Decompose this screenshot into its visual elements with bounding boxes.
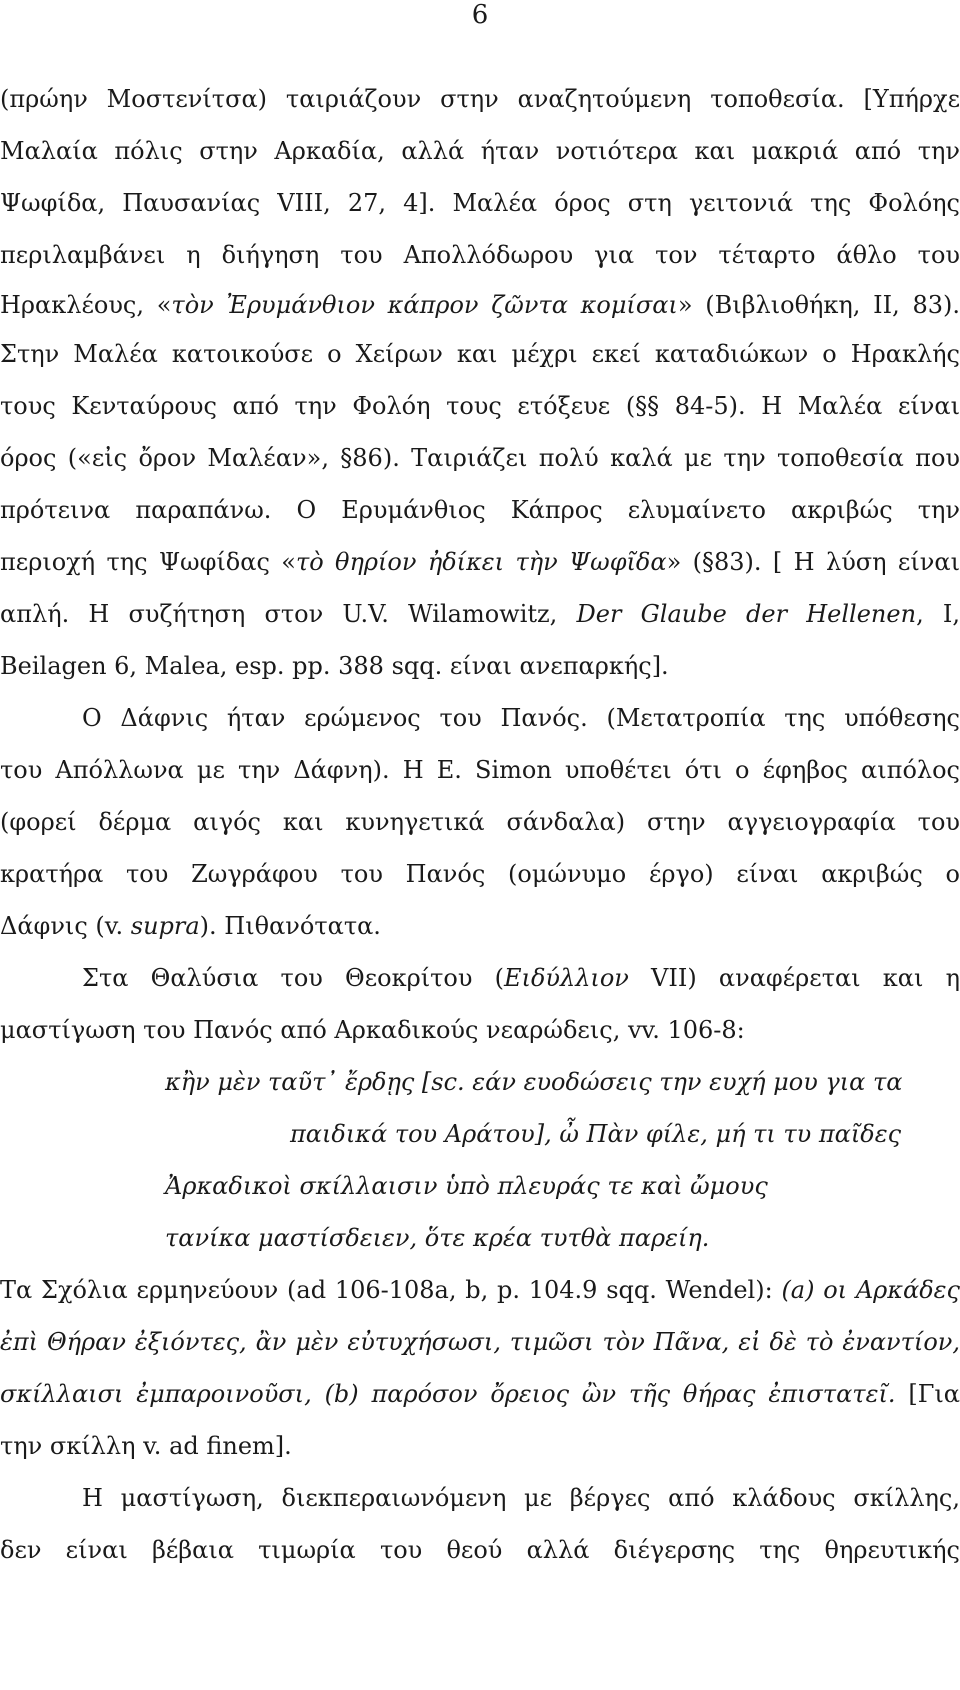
text-run: πρότεινα παραπάνω. Ο Ερυμάνθιος Κάπρος ελυμαίνετο ακριβώς την [0,496,960,524]
text-run: Στην Μαλέα κατοικούσε ο Χείρων και μέχρι εκεί καταδιώκων ο Ηρακλής [0,340,960,368]
text-run: Ηρακλέους, « [0,291,172,319]
text-run: απλή. Η συζήτηση στον U.V. Wilamowitz, [0,600,577,628]
text-run: Μαλαία πόλις στην Αρκαδία, αλλά ήταν νοτιότερα και μακριά από την [0,137,960,165]
text-line [0,377,960,435]
italic-text: εάν ευοδώσεις την ευχή μου για τα [464,1068,903,1096]
text-line [0,1365,960,1423]
italic-text: παιδικά του Αράτου], ὦ Πὰν φίλε, μή τι τυ παῖδες [290,1120,902,1148]
italic-text: Ἀρκαδικοὶ σκίλλαισιν ὑπὸ πλευράς τε καὶ ὤμους [165,1172,768,1200]
verse-line [290,1105,960,1163]
text-run: του Απόλλωνα με την Δάφνη). Η E. Simon υποθέτει ότι ο έφηβος αιπόλος [0,756,960,784]
text-run: » (Βιβλιοθήκη, ΙΙ, 83). [677,291,960,319]
text-line [0,429,960,487]
text-run: Τα Σχόλια ερμηνεύουν (ad 106-108a, b, p. 104.9 sqq. Wendel): [0,1276,782,1304]
text-line [0,1313,960,1371]
text-line [0,1417,960,1475]
page-number: 6 [471,0,489,30]
italic-text: sc. [431,1068,465,1096]
text-line [0,845,960,903]
text-line [0,70,960,128]
text-run: Δάφνις (v. [0,912,131,940]
text-line [0,585,960,643]
italic-text: τανίκα μαστίσδειεν, ὅτε κρέα τυτθὰ παρείη. [165,1224,710,1252]
italic-text: σκίλλαισι ἐμπαροινοῦσι, (b) παρόσον ὄρειος ὢν τῆς θήρας ἐπιστατεῖ. [0,1380,896,1408]
verse-line [165,1209,960,1267]
text-line [0,481,960,539]
text-run: [Για [895,1380,960,1408]
verse-line [165,1053,960,1111]
text-line [0,122,960,180]
text-line [0,637,960,695]
text-line [82,689,960,747]
text-line [82,949,960,1007]
italic-text: τὸν Ἐρυμάνθιον κάπρον ζῶντα κομίσαι [171,291,678,319]
text-run: Στα Θαλύσια του Θεοκρίτου ( [82,964,505,992]
text-run: περιοχή της Ψωφίδας « [0,548,296,576]
text-line [0,1261,960,1319]
italic-text: ἐπὶ Θήραν ἐξιόντες, ἂν μὲν εὐτυχήσωσι, τιμῶσι τὸν Πᾶνα, εἰ δὲ τὸ ἐναντίον, [0,1328,960,1356]
italic-text: (a) οι Αρκάδες [781,1276,960,1304]
text-run: Ο Δάφνις ήταν ερώμενος του Πανός. (Μετατροπία της υπόθεσης [82,704,960,732]
text-run: περιλαμβάνει η διήγηση του Απολλόδωρου για τον τέταρτο άθλο του [0,241,960,269]
verse-line [165,1157,960,1215]
text-line [0,325,960,383]
italic-text: Der Glaube der Hellenen [576,600,917,628]
italic-text: κἢν μὲν ταῦτ᾽ ἔρδῃς [ [165,1068,432,1096]
text-run: τους Κενταύρους από την Φολόη τους ετόξευε (§§ 84-5). Η Μαλέα είναι [0,392,960,420]
text-run: Ψωφίδα, Παυσανίας VIII, 27, 4]. Μαλέα όρος στη γειτονιά της Φολόης [0,189,960,217]
italic-text: Ειδύλλιον [504,964,629,992]
text-line [0,1001,960,1059]
italic-text: supra [130,912,200,940]
text-line [0,1521,960,1579]
text-run: κρατήρα του Ζωγράφου του Πανός (ομώνυμο έργο) είναι ακριβώς ο [0,860,960,888]
text-run: , I, [916,600,960,628]
text-line [0,897,960,955]
text-line [0,174,960,232]
text-run: » (§83). [ Η λύση είναι [666,548,960,576]
text-run: Beilagen 6, Malea, esp. pp. 388 sqq. είναι ανεπαρκής]. [0,652,669,680]
text-run: την σκίλλη v. ad finem]. [0,1432,292,1460]
text-run: όρος («εἰς ὄρον Μαλέαν», §86). Ταιριάζει πολύ καλά με την τοποθεσία που [0,444,960,472]
text-line [82,1469,960,1527]
text-run: δεν είναι βέβαια τιμωρία του θεού αλλά διέγερσης της θηρευτικής [0,1536,960,1564]
text-line [0,741,960,799]
text-run: μαστίγωση του Πανός από Αρκαδικούς νεαρώδεις, vv. 106-8: [0,1016,745,1044]
text-run: (φορεί δέρμα αιγός και κυνηγετικά σάνδαλα) στην αγγειογραφία του [0,808,960,836]
text-run: VII) αναφέρεται και η [628,964,960,992]
text-line [0,533,960,591]
italic-text: τὸ θηρίον ἠδίκει τὴν Ψωφῖδα [295,548,667,576]
text-run: Η μαστίγωση, διεκπεραιωνόμενη με βέργες από κλάδους σκίλλης, [82,1484,960,1512]
text-line [0,793,960,851]
text-run: ). Πιθανότατα. [199,912,381,940]
text-run: (πρώην Μοστενίτσα) ταιριάζουν στην αναζητούμενη τοποθεσία. [Υπήρχε [0,85,960,113]
